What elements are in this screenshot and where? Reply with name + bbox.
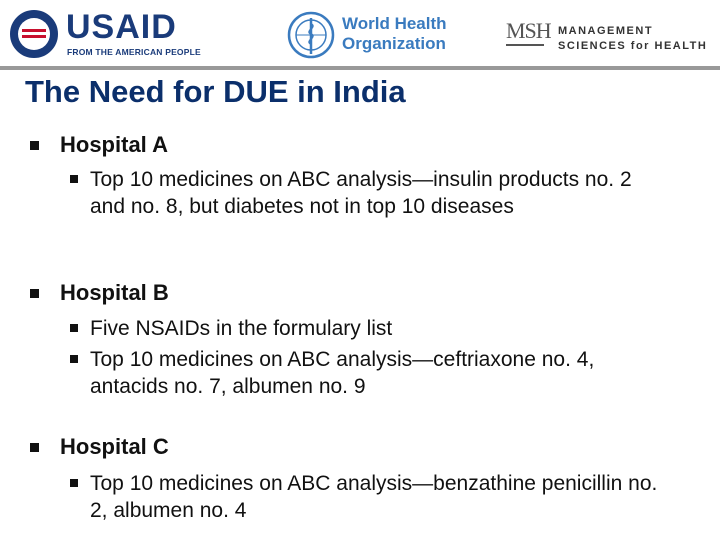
square-bullet-icon [70,355,78,363]
who-logo [286,10,456,60]
list-item: Top 10 medicines on ABC analysis—ceftriaxone no. 4, antacids no. 7, albumen no. 9 [70,346,670,400]
msh-logo [506,14,706,56]
square-bullet-icon [70,175,78,183]
list-item: Top 10 medicines on ABC analysis—benzathine penicillin no. 2, albumen no. 4 [70,470,670,524]
msh-name-line1: MANAGEMENT [558,25,654,37]
slide-title: The Need for DUE in India [25,74,406,109]
usaid-wordmark: USAID [66,8,177,46]
logo-bar [0,0,720,68]
msh-name [558,24,707,54]
msh-name-line2: SCIENCES for HEALTH [558,40,708,52]
msh-mark-underline [506,44,544,46]
list-item: Five NSAIDs in the formulary list [70,315,670,342]
usaid-logo [10,8,201,60]
who-name-line2: Organization [342,34,446,53]
square-bullet-icon [70,479,78,487]
who-name-line1: World Health [342,14,447,33]
who-emblem-icon [286,10,336,60]
square-bullet-icon [30,289,39,298]
who-name [342,14,447,54]
usaid-seal-icon [10,10,58,58]
square-bullet-icon [70,324,78,332]
list-item: Top 10 medicines on ABC analysis—insulin products no. 2 and no. 8, but diabetes not in top 10 diseases [70,166,670,220]
square-bullet-icon [30,141,39,150]
square-bullet-icon [30,443,39,452]
usaid-tagline: FROM THE AMERICAN PEOPLE [67,47,201,57]
msh-mark: MSH [506,18,551,43]
header-divider [0,66,720,70]
